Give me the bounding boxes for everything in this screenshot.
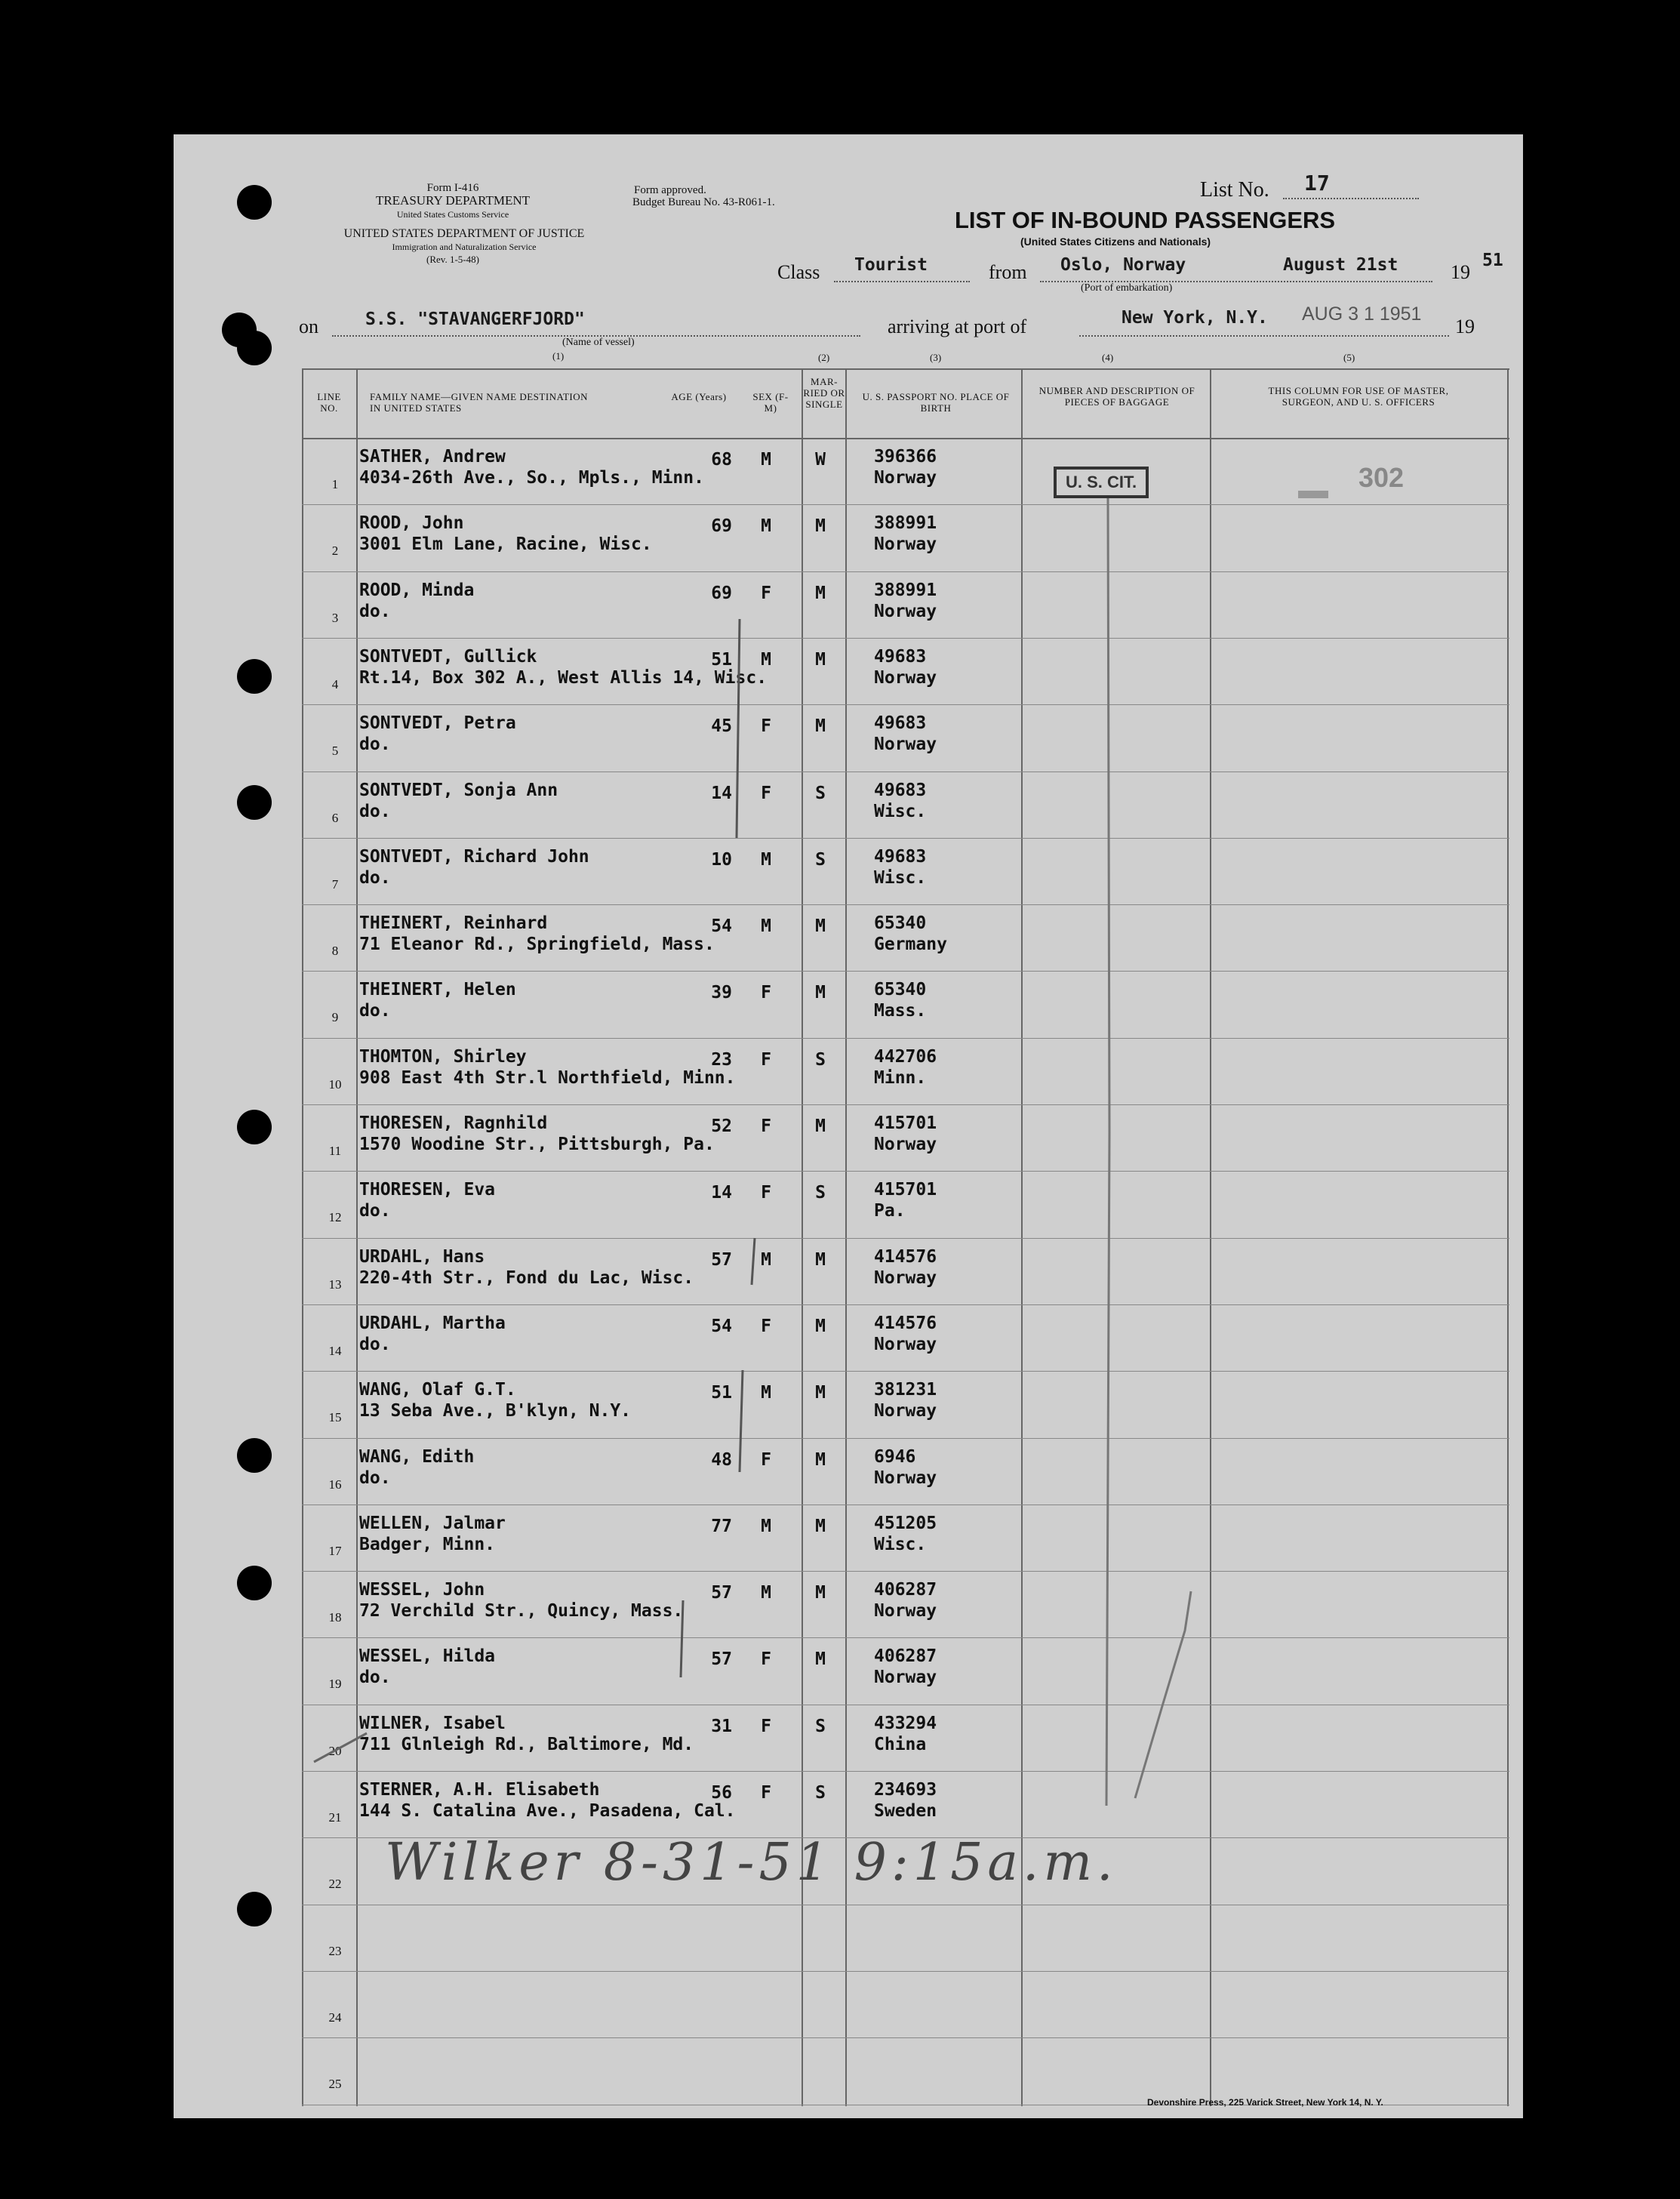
row-rule <box>302 504 1509 505</box>
place-of-birth: Norway <box>874 468 937 488</box>
line-number: 14 <box>328 1343 342 1358</box>
passenger-destination: do. <box>359 1668 391 1688</box>
passenger-name: SATHER, Andrew <box>359 447 506 467</box>
passport-number: 49683 <box>874 780 927 800</box>
place-of-birth: Norway <box>874 1135 937 1154</box>
line-number: 9 <box>331 1010 339 1025</box>
passenger-marital: S <box>815 1183 826 1203</box>
departure-date: August 21st <box>1283 255 1398 275</box>
passport-number: 234693 <box>874 1780 937 1800</box>
us-citizen-stamp: U. S. CIT. <box>1054 467 1149 498</box>
col-head-name: FAMILY NAME—GIVEN NAME DESTINATION IN UNITED STATES <box>370 391 589 414</box>
place-of-birth: Norway <box>874 1401 937 1421</box>
place-of-birth: Norway <box>874 1601 937 1622</box>
class-label: Class <box>777 261 820 283</box>
passenger-sex: M <box>761 516 771 537</box>
passenger-destination: do. <box>359 867 391 888</box>
arrival-port: New York, N.Y. <box>1122 308 1268 328</box>
passenger-marital: S <box>815 849 826 870</box>
row-rule <box>302 1571 1509 1572</box>
officer-handwriting: Wilker 8-31-51 9:15a.m. <box>385 1833 1118 1893</box>
line-number: 17 <box>328 1543 342 1558</box>
col-head-sex: SEX (F-M) <box>752 391 789 414</box>
embark-caption: (Port of embarkation) <box>1081 282 1173 294</box>
officer-number-stamp: 302 <box>1358 462 1405 493</box>
passport-number: 451205 <box>874 1513 937 1533</box>
passenger-marital: M <box>815 1649 826 1670</box>
place-of-birth: Wisc. <box>874 801 927 821</box>
punch-hole <box>237 659 272 694</box>
passenger-age: 56 <box>711 1783 732 1803</box>
line-number: 19 <box>328 1677 342 1692</box>
row-rule <box>302 1038 1509 1039</box>
passenger-destination: do. <box>359 1001 391 1021</box>
passenger-age: 57 <box>711 1583 732 1603</box>
punch-hole <box>237 331 272 365</box>
passenger-sex: F <box>761 1316 771 1336</box>
passenger-sex: F <box>761 1649 771 1670</box>
passenger-destination: 144 S. Catalina Ave., Pasadena, Cal. <box>359 1801 736 1821</box>
passenger-destination: 4034-26th Ave., So., Mpls., Minn. <box>359 468 704 488</box>
passport-number: 49683 <box>874 713 927 734</box>
passenger-age: 54 <box>711 916 732 937</box>
form-approved: Form approved. <box>634 184 706 196</box>
passenger-age: 57 <box>711 1649 732 1670</box>
place-of-birth: Norway <box>874 1267 937 1288</box>
treasury-dept: TREASURY DEPARTMENT <box>375 193 531 208</box>
passport-number: 414576 <box>874 1246 937 1267</box>
passenger-name: ROOD, Minda <box>359 580 475 600</box>
passenger-sex: F <box>761 783 771 803</box>
passenger-marital: M <box>815 1116 826 1136</box>
col-head-age: AGE (Years) <box>671 391 727 402</box>
passenger-marital: M <box>815 983 826 1003</box>
passenger-name: THEINERT, Reinhard <box>359 913 548 934</box>
list-no-value: 17 <box>1304 171 1330 196</box>
row-rule <box>302 1971 1509 1972</box>
passenger-age: 57 <box>711 1249 732 1270</box>
passenger-destination: do. <box>359 1201 391 1221</box>
passport-number: 406287 <box>874 1580 937 1600</box>
passenger-sex: F <box>761 1716 771 1736</box>
passenger-destination: 3001 Elm Lane, Racine, Wisc. <box>359 534 652 555</box>
punch-hole <box>237 1438 272 1473</box>
arrival-date-stamp: AUG 3 1 1951 <box>1302 303 1422 325</box>
passenger-marital: S <box>815 1716 826 1736</box>
passenger-name: THORESEN, Ragnhild <box>359 1113 548 1133</box>
customs-service: United States Customs Service <box>396 209 509 220</box>
table-top-rule <box>302 368 1509 370</box>
line-number: 12 <box>328 1210 342 1225</box>
punch-hole <box>237 185 272 220</box>
class-underline <box>834 281 970 282</box>
line-number: 18 <box>328 1610 342 1625</box>
passport-number: 414576 <box>874 1313 937 1333</box>
col-head-baggage: NUMBER AND DESCRIPTION OF PIECES OF BAGGAGE <box>1038 385 1195 408</box>
passenger-sex: M <box>761 1249 771 1270</box>
form-title: LIST OF IN-BOUND PASSENGERS <box>955 207 1336 233</box>
col-num-2: (2) <box>818 352 830 363</box>
line-number: 5 <box>331 744 339 759</box>
passenger-name: THEINERT, Helen <box>359 980 516 1000</box>
passenger-destination: do. <box>359 601 391 621</box>
line-number: 21 <box>328 1810 342 1825</box>
passenger-name: SONTVEDT, Petra <box>359 713 516 734</box>
passenger-age: 31 <box>711 1716 732 1736</box>
line-number: 20 <box>328 1743 342 1758</box>
passport-number: 388991 <box>874 580 937 600</box>
passenger-sex: M <box>761 849 771 870</box>
printer-imprint: Devonshire Press, 225 Varick Street, New York 14, N. Y. <box>1147 2097 1383 2108</box>
place-of-birth: Germany <box>874 935 947 955</box>
passenger-sex: M <box>761 1516 771 1536</box>
row-rule <box>302 1771 1509 1772</box>
line-number: 15 <box>328 1410 342 1425</box>
revision: (Rev. 1-5-48) <box>426 254 479 265</box>
form-subtitle: (United States Citizens and Nationals) <box>1020 236 1211 248</box>
passenger-destination: Badger, Minn. <box>359 1534 496 1554</box>
passenger-marital: S <box>815 1049 826 1070</box>
line-number: 1 <box>331 477 339 491</box>
passenger-destination: do. <box>359 735 391 755</box>
passenger-destination: 72 Verchild Str., Quincy, Mass. <box>359 1601 684 1622</box>
passenger-marital: M <box>815 583 826 603</box>
line-number: 2 <box>331 544 339 559</box>
arriving-label: arriving at port of <box>888 316 1027 337</box>
line-number: 6 <box>331 810 339 825</box>
passenger-destination: 13 Seba Ave., B'klyn, N.Y. <box>359 1401 632 1421</box>
passenger-name: URDAHL, Hans <box>359 1246 485 1267</box>
punch-hole <box>237 1566 272 1600</box>
passenger-destination: do. <box>359 1468 391 1488</box>
passenger-sex: F <box>761 1049 771 1070</box>
place-of-birth: Wisc. <box>874 1534 927 1554</box>
form-number: Form I-416 <box>426 182 479 194</box>
place-of-birth: Sweden <box>874 1801 937 1821</box>
passenger-marital: M <box>815 516 826 537</box>
passenger-age: 39 <box>711 983 732 1003</box>
place-of-birth: Mass. <box>874 1001 927 1021</box>
row-rule <box>302 2037 1509 2038</box>
passenger-name: WESSEL, Hilda <box>359 1646 496 1667</box>
place-of-birth: Norway <box>874 1468 937 1488</box>
line-number: 8 <box>331 944 339 959</box>
line-number: 4 <box>331 676 339 691</box>
passenger-age: 54 <box>711 1316 732 1336</box>
row-rule <box>302 571 1509 572</box>
passport-number: 65340 <box>874 913 927 934</box>
list-no-label: List No. <box>1200 178 1269 202</box>
passenger-sex: M <box>761 1583 771 1603</box>
passport-number: 433294 <box>874 1713 937 1733</box>
passenger-age: 51 <box>711 1383 732 1403</box>
passenger-marital: M <box>815 1316 826 1336</box>
passenger-name: THOMTON, Shirley <box>359 1046 527 1067</box>
punch-hole <box>237 1892 272 1926</box>
passport-number: 406287 <box>874 1646 937 1667</box>
row-rule <box>302 1171 1509 1172</box>
passenger-name: WANG, Edith <box>359 1446 475 1467</box>
row-rule <box>302 1504 1509 1505</box>
passenger-age: 48 <box>711 1449 732 1470</box>
row-rule <box>302 1371 1509 1372</box>
row-rule <box>302 1238 1509 1239</box>
passenger-age: 77 <box>711 1516 732 1536</box>
officer-dash <box>1298 491 1328 498</box>
punch-hole <box>237 1110 272 1144</box>
passenger-marital: S <box>815 783 826 803</box>
col-num-3: (3) <box>930 352 942 363</box>
vessel-name: S.S. "STAVANGERFJORD" <box>365 310 585 329</box>
passenger-sex: F <box>761 983 771 1003</box>
passenger-sex: M <box>761 1383 771 1403</box>
passenger-destination: Rt.14, Box 302 A., West Allis 14, Wisc. <box>359 667 768 688</box>
passenger-sex: M <box>761 450 771 470</box>
line-number: 3 <box>331 610 339 625</box>
year-value: 51 <box>1482 251 1503 270</box>
passenger-name: SONTVEDT, Richard John <box>359 846 589 867</box>
passport-number: 415701 <box>874 1113 937 1133</box>
class-value: Tourist <box>854 255 928 275</box>
passenger-name: SONTVEDT, Sonja Ann <box>359 780 558 800</box>
passenger-name: WANG, Olaf G.T. <box>359 1380 516 1400</box>
passenger-name: WELLEN, Jalmar <box>359 1513 506 1533</box>
place-of-birth: Norway <box>874 534 937 555</box>
passenger-destination: do. <box>359 1334 391 1354</box>
passenger-destination: 220-4th Str., Fond du Lac, Wisc. <box>359 1267 694 1288</box>
col-num-1: (1) <box>552 350 565 362</box>
place-of-birth: Norway <box>874 1668 937 1688</box>
place-of-birth: Wisc. <box>874 867 927 888</box>
line-number: 25 <box>328 2077 342 2092</box>
vessel-caption: (Name of vessel) <box>562 337 635 348</box>
passport-number: 65340 <box>874 980 927 1000</box>
line-number: 7 <box>331 876 339 892</box>
row-rule <box>302 1104 1509 1105</box>
passenger-marital: M <box>815 1249 826 1270</box>
passenger-age: 23 <box>711 1049 732 1070</box>
passenger-name: THORESEN, Eva <box>359 1180 496 1200</box>
row-rule <box>302 771 1509 772</box>
place-of-birth: Norway <box>874 735 937 755</box>
row-rule <box>302 704 1509 705</box>
row-rule <box>302 1637 1509 1638</box>
passenger-age: 14 <box>711 783 732 803</box>
passenger-sex: F <box>761 716 771 737</box>
line-number: 13 <box>328 1277 342 1292</box>
place-of-birth: Minn. <box>874 1067 927 1088</box>
place-of-birth: Norway <box>874 601 937 621</box>
place-of-birth: Norway <box>874 1334 937 1354</box>
row-rule <box>302 904 1509 905</box>
on-label: on <box>299 316 318 337</box>
passenger-name: WESSEL, John <box>359 1580 485 1600</box>
line-number: 23 <box>328 1943 342 1958</box>
passenger-marital: M <box>815 916 826 937</box>
passenger-age: 10 <box>711 849 732 870</box>
ins-service: Immigration and Naturalization Service <box>392 242 537 252</box>
line-number: 22 <box>328 1877 342 1892</box>
passenger-age: 14 <box>711 1183 732 1203</box>
passenger-age: 69 <box>711 583 732 603</box>
from-label: from <box>989 261 1027 283</box>
passenger-marital: W <box>815 450 826 470</box>
passenger-marital: M <box>815 1383 826 1403</box>
passenger-marital: M <box>815 1516 826 1536</box>
line-number: 24 <box>328 2010 342 2025</box>
passenger-age: 45 <box>711 716 732 737</box>
passenger-name: STERNER, A.H. Elisabeth <box>359 1780 600 1800</box>
col-head-married: MAR- RIED OR SINGLE <box>803 376 845 410</box>
col-head-officers: THIS COLUMN FOR USE OF MASTER, SURGEON, AND U. S. OFFICERS <box>1268 385 1449 408</box>
passport-number: 415701 <box>874 1180 937 1200</box>
passport-number: 49683 <box>874 646 927 667</box>
passenger-marital: M <box>815 649 826 670</box>
arriving-underline <box>1079 335 1449 337</box>
place-of-birth: Norway <box>874 667 937 688</box>
passenger-destination: 71 Eleanor Rd., Springfield, Mass. <box>359 935 715 955</box>
row-rule <box>302 838 1509 839</box>
row-rule <box>302 971 1509 972</box>
embark-port: Oslo, Norway <box>1060 255 1186 275</box>
passport-number: 49683 <box>874 846 927 867</box>
passenger-name: ROOD, John <box>359 513 464 534</box>
passenger-sex: F <box>761 1183 771 1203</box>
passport-number: 396366 <box>874 447 937 467</box>
place-of-birth: Pa. <box>874 1201 906 1221</box>
passenger-age: 68 <box>711 450 732 470</box>
passport-number: 6946 <box>874 1446 916 1467</box>
passenger-name: WILNER, Isabel <box>359 1713 506 1733</box>
col-head-passport: U. S. PASSPORT NO. PLACE OF BIRTH <box>862 391 1010 414</box>
line-number: 16 <box>328 1477 342 1492</box>
row-rule <box>302 638 1509 639</box>
row-rule <box>302 1438 1509 1439</box>
passenger-sex: F <box>761 583 771 603</box>
list-no-underline <box>1283 198 1419 199</box>
passenger-age: 51 <box>711 649 732 670</box>
passenger-age: 52 <box>711 1116 732 1136</box>
passenger-marital: M <box>815 1583 826 1603</box>
passenger-sex: F <box>761 1783 771 1803</box>
passenger-sex: F <box>761 1449 771 1470</box>
passenger-name: SONTVEDT, Gullick <box>359 646 537 667</box>
passenger-destination: do. <box>359 801 391 821</box>
passenger-sex: F <box>761 1116 771 1136</box>
col-head-line: LINE NO. <box>317 391 341 414</box>
year-prefix: 19 <box>1451 261 1470 283</box>
passenger-sex: M <box>761 916 771 937</box>
passport-number: 388991 <box>874 513 937 534</box>
passport-number: 442706 <box>874 1046 937 1067</box>
passenger-name: URDAHL, Martha <box>359 1313 506 1333</box>
passenger-destination: 711 Glnleigh Rd., Baltimore, Md. <box>359 1734 694 1754</box>
punch-hole <box>237 785 272 820</box>
passenger-marital: M <box>815 716 826 737</box>
col-num-5: (5) <box>1343 352 1355 363</box>
row-rule <box>302 1304 1509 1305</box>
line-number: 10 <box>328 1076 342 1092</box>
place-of-birth: China <box>874 1734 927 1754</box>
passenger-destination: 1570 Woodine Str., Pittsburgh, Pa. <box>359 1135 715 1154</box>
budget-bureau: Budget Bureau No. 43-R061-1. <box>632 196 775 208</box>
justice-dept: UNITED STATES DEPARTMENT OF JUSTICE <box>343 227 585 240</box>
passenger-destination: 908 East 4th Str.l Northfield, Minn. <box>359 1067 736 1088</box>
passenger-sex: M <box>761 649 771 670</box>
col-num-4: (4) <box>1102 352 1114 363</box>
passenger-marital: M <box>815 1449 826 1470</box>
passenger-marital: S <box>815 1783 826 1803</box>
line-number: 11 <box>328 1144 342 1158</box>
year-prefix-2: 19 <box>1455 316 1475 337</box>
passenger-age: 69 <box>711 516 732 537</box>
header-rule <box>302 438 1509 439</box>
passport-number: 381231 <box>874 1380 937 1400</box>
